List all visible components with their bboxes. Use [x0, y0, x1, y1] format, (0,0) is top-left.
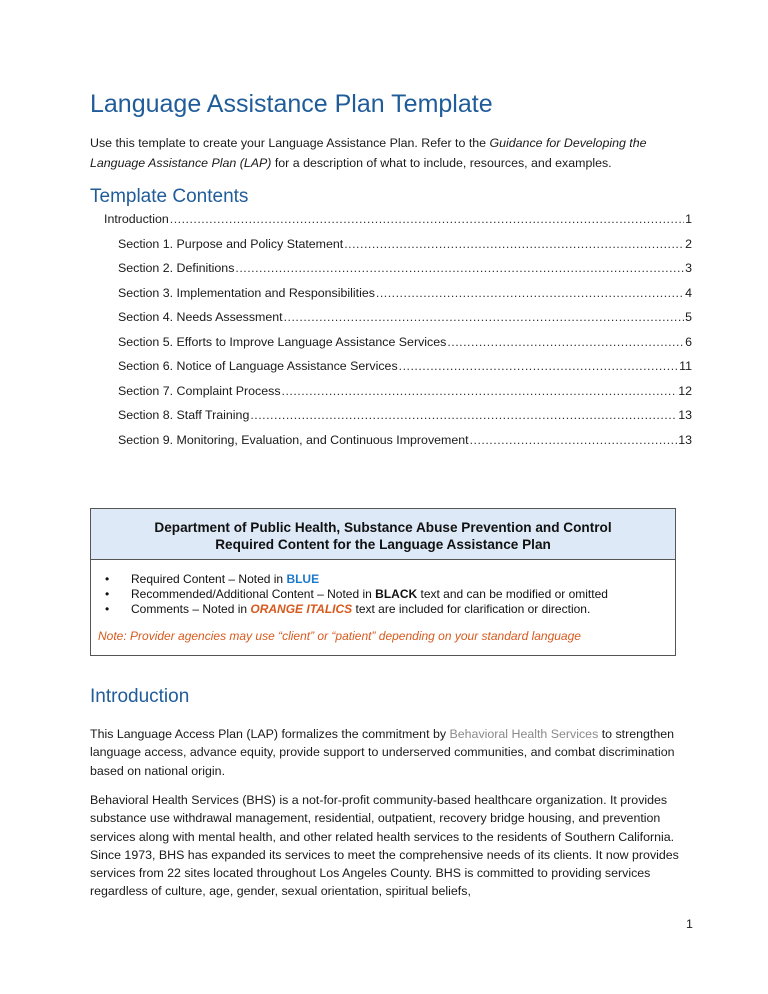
- organization-name-placeholder: Behavioral Health Services: [449, 727, 599, 741]
- toc-leader: [282, 384, 678, 398]
- legend-text: Comments – Noted in: [131, 602, 251, 616]
- toc-leader: [170, 212, 684, 226]
- toc-entry-label: Section 5. Efforts to Improve Language Assistance Services: [118, 334, 447, 349]
- document-title: Language Assistance Plan Template: [90, 90, 493, 118]
- toc-entry-label: Section 3. Implementation and Responsibilities: [118, 285, 375, 300]
- legend-text: Required Content – Noted in: [131, 572, 287, 586]
- toc-entry-page: 1: [685, 212, 692, 226]
- toc-entry-page: 6: [685, 334, 692, 349]
- legend-item-comments: [105, 602, 608, 617]
- page-number: 1: [686, 917, 693, 931]
- legend-item-recommended: [105, 587, 608, 602]
- toc-leader: [284, 310, 684, 324]
- toc-entry[interactable]: [118, 359, 692, 377]
- toc-entry-page: 11: [679, 359, 692, 373]
- intro-paragraph: [90, 133, 700, 173]
- toc-leader: [235, 261, 684, 275]
- toc-entry[interactable]: [118, 286, 692, 304]
- toc-entry[interactable]: [118, 335, 692, 353]
- toc-entry-label: Section 9. Monitoring, Evaluation, and Continuous Improvement: [118, 432, 469, 447]
- legend-item-required: [105, 572, 608, 587]
- toc-entry-page: 5: [685, 310, 692, 324]
- toc-leader: [470, 433, 678, 447]
- toc-leader: [344, 237, 684, 251]
- intro-text-before: Use this template to create your Language Assistance Plan. Refer to the: [90, 136, 490, 150]
- toc-leader: [447, 335, 684, 349]
- legend-highlight-black: BLACK: [375, 587, 418, 601]
- toc-leader: [399, 359, 678, 373]
- legend-list: [105, 572, 608, 617]
- box-header-line1: Department of Public Health, Substance Abuse Prevention and Control: [154, 520, 612, 535]
- para1-text-after: to strengthen language access, advance equity, provide support to underserved communities, and combat discrimination based on national origin.: [90, 727, 675, 778]
- toc-entry[interactable]: [118, 408, 692, 426]
- para1-text-before: This Language Access Plan (LAP) formalizes the commitment by: [90, 727, 450, 741]
- toc-entry-label: Introduction: [104, 212, 169, 226]
- toc-entry-page: 13: [678, 432, 692, 447]
- toc-entry[interactable]: [118, 261, 692, 279]
- legend-highlight-orange: ORANGE ITALICS: [250, 602, 353, 616]
- toc-entry-page: 12: [678, 383, 692, 398]
- toc-entry[interactable]: [118, 310, 692, 328]
- toc-entry[interactable]: [118, 237, 692, 255]
- toc-entry-label: Section 6. Notice of Language Assistance Services: [118, 359, 398, 373]
- intro-text-after: for a description of what to include, resources, and examples.: [271, 156, 612, 170]
- introduction-heading: Introduction: [90, 686, 190, 707]
- toc-entry-page: 4: [685, 285, 692, 300]
- toc-entry-label: Section 7. Complaint Process: [118, 383, 281, 398]
- legend-text-after: text are included for clarification or direction.: [352, 602, 591, 616]
- toc-entry[interactable]: [118, 433, 692, 451]
- required-content-box: [90, 508, 676, 656]
- toc-leader: [376, 286, 684, 300]
- legend-text: Recommended/Additional Content – Noted in: [131, 587, 376, 601]
- box-header-line2: Required Content for the Language Assistance Plan: [215, 537, 551, 552]
- lap-commitment-paragraph: [90, 725, 702, 780]
- toc-entry-label: Section 8. Staff Training: [118, 408, 250, 422]
- toc-entry-page: 13: [678, 408, 692, 422]
- legend-highlight-blue: BLUE: [286, 572, 320, 586]
- toc-heading: Template Contents: [90, 186, 249, 207]
- toc-entry-label: Section 2. Definitions: [118, 261, 235, 275]
- toc-entry[interactable]: [118, 384, 692, 402]
- toc-entry-page: 2: [685, 236, 692, 251]
- toc-entry-page: 3: [685, 261, 692, 275]
- provider-note: Note: Provider agencies may use “client” or “patient” depending on your standard language: [98, 629, 581, 643]
- toc-entry-label: Section 1. Purpose and Policy Statement: [118, 236, 344, 251]
- box-header: [91, 509, 675, 560]
- guidance-title: Guidance for Developing the Language Assistance Plan (LAP): [90, 136, 647, 170]
- toc-entry-label: Section 4. Needs Assessment: [118, 310, 283, 324]
- toc-leader: [250, 408, 677, 422]
- toc-entry[interactable]: [104, 212, 692, 230]
- bhs-description-paragraph: Behavioral Health Services (BHS) is a not-for-profit community-based healthcare organization. It provides substance use withdrawal management, residential, outpatient, recovery bridge housing, and prevention services along with mental health, and other related health services to the residents of Southern California. Since 1973, BHS has expanded its services to meet the comprehensive needs of its clients. It now provides services from 22 sites located throughout Los Angeles County. BHS is committed to providing services regardless of culture, age, gender, sexual orientation, spiritual beliefs,: [90, 793, 679, 899]
- legend-text-after: text and can be modified or omitted: [417, 587, 608, 601]
